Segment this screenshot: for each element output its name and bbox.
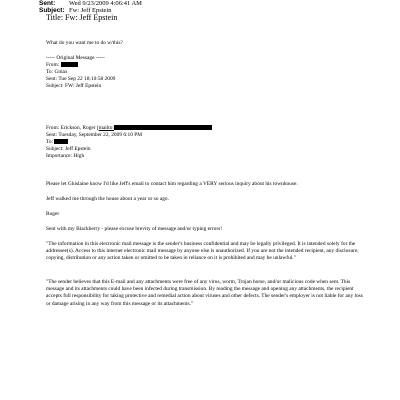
sent-value: Wed 9/23/2009 4:06:41 AM bbox=[69, 0, 142, 7]
from-label: From: bbox=[46, 62, 60, 68]
forward-to-label: To: bbox=[46, 139, 54, 145]
original-to-line: To: Gmax bbox=[46, 69, 68, 75]
redaction-bar bbox=[61, 62, 78, 67]
subject-label: Subject: bbox=[39, 7, 65, 14]
forward-from-prefix: From: Erickson, Roger [ bbox=[46, 125, 99, 131]
sent-label: Sent: bbox=[39, 0, 56, 7]
redaction-bar bbox=[114, 125, 212, 130]
confidentiality-disclaimer: "The information in this electronic mail message is the sender's business confidential and may be legally privileged. It is intended solely for the addressee(s). Access to this internet electronic mail message by anyone else is unauthorized. If you are not the intended recipient, any disclosure, copying, distribution or any action taken or omitted to be taken in reliance on it is prohibited and may be unlawful." bbox=[46, 241, 359, 262]
forward-sent-line: Sent: Tuesday, September 22, 2009 6:10 PM bbox=[46, 132, 143, 138]
question-text: What do you want me to do w/this? bbox=[46, 40, 123, 46]
virus-disclaimer: "The sender believes that this E-mail and any attachments were free of any virus, worm, Trojan horse, and/or malicious code when sent. This message and its attachments could have been infected during transmission. By reading the message and opening any attachments, the recipient accepts full responsibility for taking protective and remedial action about viruses and other defects. The sender's employer is not liable for any loss or damage arising in any way from this message or its attachments." bbox=[46, 279, 363, 307]
original-sent-line: Sent: Tue Sep 22 18:10:58 2009 bbox=[46, 76, 116, 82]
sent-header bbox=[39, 0, 142, 7]
body-paragraph-1: Please let Ghislaine know I'd like Jeff's email to contact him regarding a VERY serious inquiry about his townhouse. bbox=[46, 181, 298, 187]
original-subject-line: Subject: FW: Jeff Epstein bbox=[46, 83, 102, 89]
mailto-link[interactable]: mailto: bbox=[98, 125, 114, 131]
redaction-bar bbox=[54, 139, 68, 144]
body-paragraph-2: Jeff walked me through the house about a year or so ago. bbox=[46, 196, 169, 202]
original-message-separator: ----- Original Message ----- bbox=[46, 55, 105, 61]
forward-subject-line: Subject: Jeff Epstein bbox=[46, 146, 91, 152]
page-title: Title: Fw: Jeff Epstein bbox=[46, 13, 118, 22]
forward-importance-line: Importance: High bbox=[46, 153, 85, 159]
blackberry-note: Sent with my Blackberry - please excuse brevity of message and/or typing errors! bbox=[46, 226, 223, 232]
signature-name: Roger bbox=[46, 211, 60, 217]
subject-value: Fw: Jeff Epstein bbox=[69, 7, 112, 14]
